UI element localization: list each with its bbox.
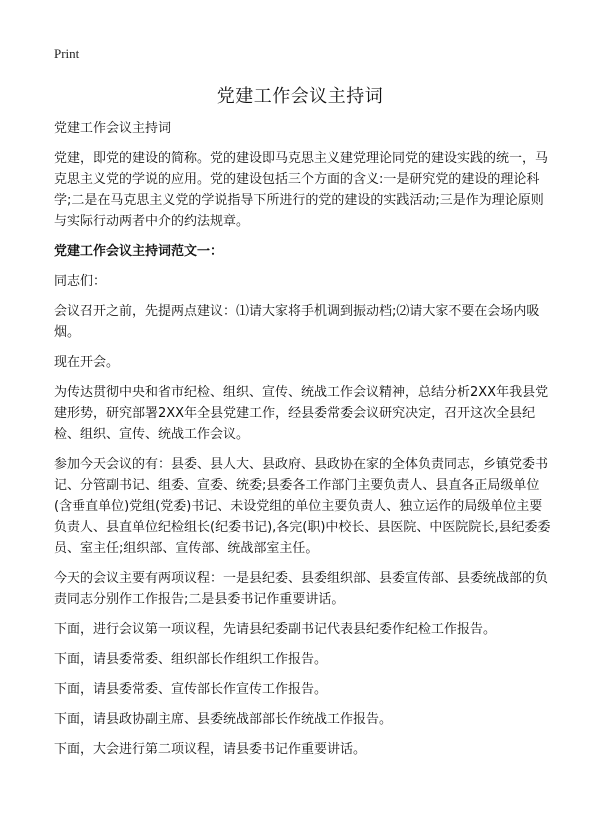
paragraph-item-1: 下面，进行会议第一项议程，先请县纪委副书记代表县纪委作纪检工作报告。 bbox=[54, 622, 497, 637]
paragraph-greeting: 同志们： bbox=[54, 274, 107, 289]
document-body bbox=[54, 118, 554, 769]
paragraph-subtitle: 党建工作会议主持词 bbox=[54, 121, 172, 136]
paragraph-opening: 现在开会。 bbox=[54, 355, 120, 370]
paragraph-item-4: 下面，请县政协副主席、县委统战部部长作统战工作报告。 bbox=[54, 712, 393, 727]
paragraph-suggestions: 会议召开之前，先提两点建议：⑴请大家将手机调到振动档;⑵请大家不要在会场内吸烟。 bbox=[54, 304, 540, 340]
document-title: 党建工作会议主持词 bbox=[216, 86, 384, 107]
paragraph-intro: 党建，即党的建设的简称。党的建设即马克思主义建党理论同党的建设实践的统一，马克思主义党的学说的应用。党的建设包括三个方面的含义:一是研究党的建设的理论科学;二是在马克思主义党的学说指导下所进行的党的建设的实践活动;三是作为理论原则与实际行动两者中介的约法规章。 bbox=[54, 151, 549, 229]
paragraph-item-5: 下面，大会进行第二项议程，请县委书记作重要讲话。 bbox=[54, 742, 367, 757]
paragraph-item-3: 下面，请县委常委、宣传部长作宣传工作报告。 bbox=[54, 682, 328, 697]
paragraph-attendees: 参加今天会议的有：县委、县人大、县政府、县政协在家的全体负责同志，乡镇党委书记、分管副书记、组委、宣委、统委;县委各工作部门主要负责人、县直各正局级单位(含垂直单位)党组(党委)书记、未设党组的单位主要负责人、独立运作的局级单位主要负责人、县直单位纪检组长(纪委书记),各完(职)中校长、县医院、中医院院长,县纪委委员、室主任;组织部、宣传部、统战部室主任。 bbox=[54, 457, 551, 556]
paragraph-agenda: 今天的会议主要有两项议程：一是县纪委、县委组织部、县委宣传部、县委统战部的负责同志分别作工作报告;二是县委书记作重要讲话。 bbox=[54, 571, 549, 607]
print-link[interactable]: Print bbox=[54, 46, 80, 61]
section-heading: 党建工作会议主持词范文一： bbox=[54, 244, 224, 259]
paragraph-item-2: 下面，请县委常委、组织部长作组织工作报告。 bbox=[54, 652, 328, 667]
paragraph-purpose: 为传达贯彻中央和省市纪检、组织、宣传、统战工作会议精神，总结分析2XX年我县党建形势，研究部署2XX年全县党建工作，经县委常委会议研究决定，召开这次全县纪检、组织、宣传、统战工作会议。 bbox=[54, 385, 549, 442]
